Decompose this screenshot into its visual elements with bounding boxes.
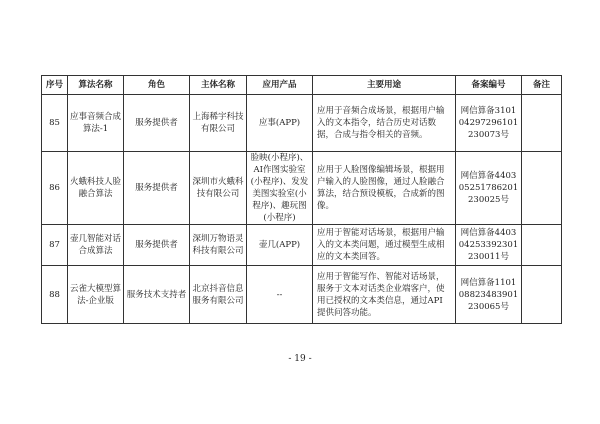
cell-record-number: 网信算备310104297296101230073号 xyxy=(456,95,522,152)
header-role: 角色 xyxy=(124,76,190,95)
cell-no: 85 xyxy=(42,95,68,152)
cell-product: 壶几(APP) xyxy=(247,225,313,266)
cell-note xyxy=(522,225,562,266)
cell-note xyxy=(522,95,562,152)
cell-main-use: 应用于智能写作、智能对话场景，服务于文本对话类企业端客户，使用已授权的文本类信息，通过API提供问答功能。 xyxy=(313,266,456,324)
cell-main-use: 应用于智能对话场景，根据用户输入的文本类问题，通过模型生成相应的文本类回答。 xyxy=(313,225,456,266)
cell-product: -- xyxy=(247,266,313,324)
cell-record-number: 网信算备440305251786201230025号 xyxy=(456,152,522,225)
header-algorithm-name: 算法名称 xyxy=(68,76,124,95)
cell-no: 86 xyxy=(42,152,68,225)
table-row xyxy=(42,225,562,266)
cell-product: 应事(APP) xyxy=(247,95,313,152)
cell-record-number: 网信算备440304253392301230011号 xyxy=(456,225,522,266)
cell-algorithm-name: 壶几智能对话合成算法 xyxy=(68,225,124,266)
cell-entity-name: 上海稀宇科技有限公司 xyxy=(190,95,247,152)
cell-product: 脸映(小程序)、AI作图实验室(小程序)、发发美图实验室(小程序)、趣玩图(小程序) xyxy=(247,152,313,225)
cell-entity-name: 深圳市火蛾科技有限公司 xyxy=(190,152,247,225)
cell-note xyxy=(522,266,562,324)
header-main-use: 主要用途 xyxy=(313,76,456,95)
cell-main-use: 应用于音频合成场景，根据用户输入的文本指令，结合历史对话数据，合成与指令相关的音频。 xyxy=(313,95,456,152)
cell-algorithm-name: 云雀大模型算法-企业版 xyxy=(68,266,124,324)
header-record-number: 备案编号 xyxy=(456,76,522,95)
page-number: - 19 - xyxy=(288,354,312,364)
cell-entity-name: 深圳万物语灵科技有限公司 xyxy=(190,225,247,266)
algorithm-registry-table xyxy=(41,75,562,324)
cell-role: 服务提供者 xyxy=(124,225,190,266)
cell-no: 87 xyxy=(42,225,68,266)
header-product: 应用产品 xyxy=(247,76,313,95)
cell-algorithm-name: 火蛾科技人脸融合算法 xyxy=(68,152,124,225)
table-row xyxy=(42,95,562,152)
table-header-row xyxy=(42,76,562,95)
cell-record-number: 网信算备110108823483901230065号 xyxy=(456,266,522,324)
cell-note xyxy=(522,152,562,225)
header-note: 备注 xyxy=(522,76,562,95)
cell-role: 服务提供者 xyxy=(124,152,190,225)
table-row xyxy=(42,152,562,225)
header-entity-name: 主体名称 xyxy=(190,76,247,95)
cell-no: 88 xyxy=(42,266,68,324)
cell-role: 服务提供者 xyxy=(124,95,190,152)
table-row xyxy=(42,266,562,324)
header-no: 序号 xyxy=(42,76,68,95)
cell-algorithm-name: 应事音频合成算法-1 xyxy=(68,95,124,152)
cell-entity-name: 北京抖音信息服务有限公司 xyxy=(190,266,247,324)
cell-role: 服务技术支持者 xyxy=(124,266,190,324)
cell-main-use: 应用于人脸图像编辑场景，根据用户输入的人脸图像，通过人脸融合算法，结合预设模板，合成新的图像。 xyxy=(313,152,456,225)
